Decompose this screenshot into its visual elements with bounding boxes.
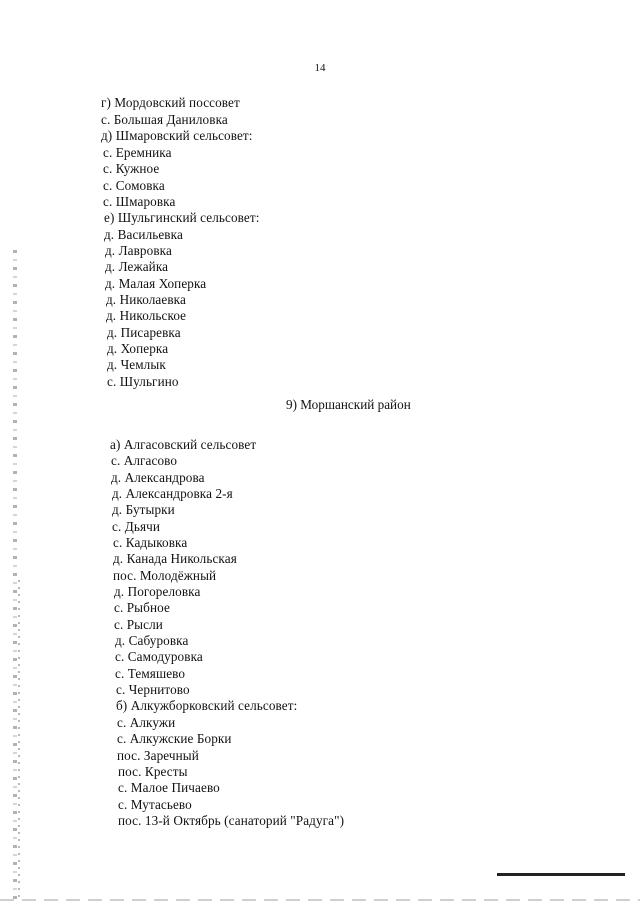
list-item: пос. Молодёжный bbox=[113, 568, 217, 583]
list-item: с. Чернитово bbox=[116, 682, 190, 697]
list-item: д. Николаевка bbox=[106, 292, 186, 307]
list-item: с. Малое Пичаево bbox=[118, 780, 220, 795]
list-item: пос. 13-й Октябрь (санаторий "Радуга") bbox=[118, 813, 345, 828]
section-title: 9) Моршанский район bbox=[286, 397, 411, 412]
list-item: д. Канада Никольская bbox=[113, 551, 237, 566]
list-item: с. Алкужи bbox=[117, 715, 176, 730]
list-item: с. Алкужские Борки bbox=[117, 731, 232, 746]
list-item: д. Чемлык bbox=[107, 357, 166, 372]
list-item: с. Алгасово bbox=[111, 453, 178, 468]
list-item: д. Лавровка bbox=[105, 243, 172, 258]
list-item: б) Алкужборковский сельсовет: bbox=[116, 698, 298, 713]
list-item: с. Темяшево bbox=[115, 666, 186, 681]
list-item: с. Шмаровка bbox=[103, 194, 176, 209]
list-item: с. Еремника bbox=[103, 145, 172, 160]
list-item: д. Лежайка bbox=[105, 259, 169, 274]
list-item: е) Шульгинский сельсовет: bbox=[104, 210, 260, 225]
list-item: д. Писаревка bbox=[107, 325, 181, 340]
list-item: пос. Заречный bbox=[117, 748, 199, 763]
bottom-rule bbox=[497, 873, 625, 876]
list-item: д. Сабуровка bbox=[115, 633, 189, 648]
list-item: с. Кадыковка bbox=[113, 535, 188, 550]
list-item: с. Рыбное bbox=[114, 600, 170, 615]
list-item: г) Мордовский поссовет bbox=[101, 95, 240, 110]
list-item: с. Шульгино bbox=[107, 374, 179, 389]
list-item: д. Бутырки bbox=[112, 502, 175, 517]
scan-edge-artifact-secondary bbox=[18, 580, 20, 900]
list-item: д. Никольское bbox=[106, 308, 187, 323]
list-item: д. Хоперка bbox=[107, 341, 169, 356]
page-number: 14 bbox=[314, 62, 326, 74]
list-item: а) Алгасовский сельсовет bbox=[110, 437, 257, 452]
list-item: с. Мутасьево bbox=[118, 797, 192, 812]
list-item: с. Дьячи bbox=[112, 519, 161, 534]
scan-edge-artifact bbox=[13, 250, 17, 900]
list-item: д) Шмаровский сельсовет: bbox=[101, 128, 253, 143]
list-item: с. Самодуровка bbox=[115, 649, 203, 664]
list-item: пос. Кресты bbox=[118, 764, 188, 779]
list-item: с. Большая Даниловка bbox=[101, 112, 228, 127]
list-item: д. Васильевка bbox=[104, 227, 183, 242]
scan-bottom-edge bbox=[0, 899, 640, 901]
list-item: д. Александровка 2-я bbox=[112, 486, 233, 501]
list-item: с. Рысли bbox=[114, 617, 163, 632]
list-item: с. Кужное bbox=[103, 161, 160, 176]
list-item: д. Погореловка bbox=[114, 584, 201, 599]
list-item: с. Сомовка bbox=[103, 178, 165, 193]
list-item: д. Малая Хоперка bbox=[105, 276, 207, 291]
list-item: д. Александрова bbox=[111, 470, 205, 485]
